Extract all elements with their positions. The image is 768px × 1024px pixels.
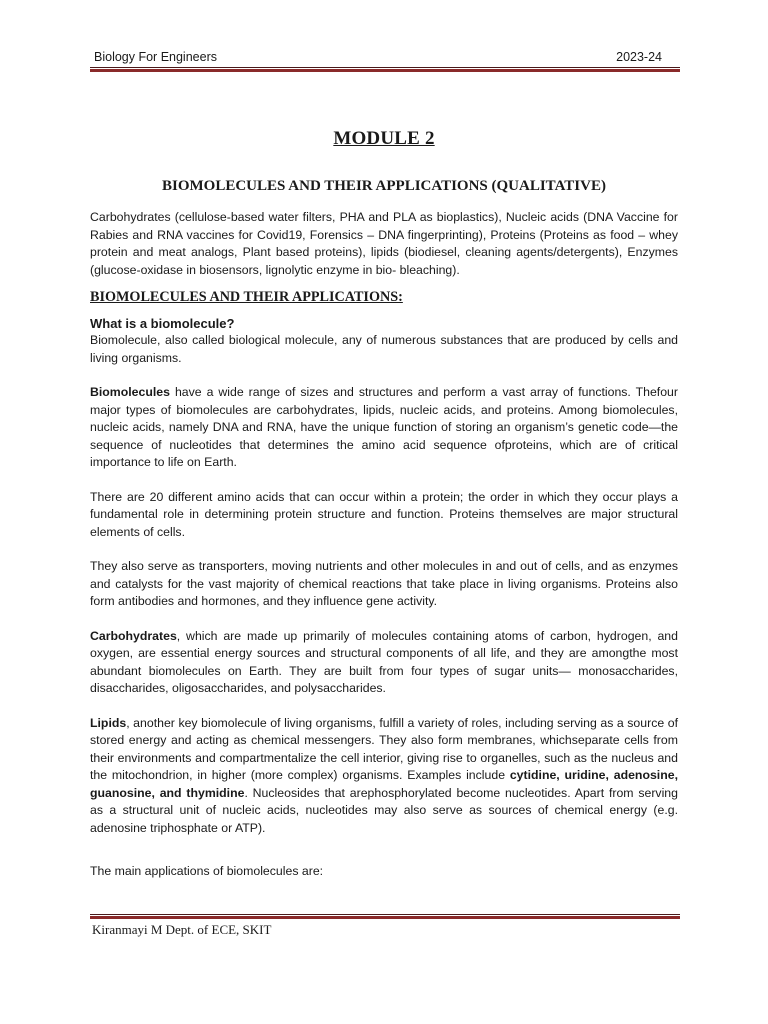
- header-rule: [90, 67, 680, 72]
- biomolecules-paragraph: [90, 384, 678, 472]
- question-heading: What is a biomolecule?: [90, 316, 235, 331]
- amino-acids-paragraph: There are 20 different amino acids that can occur within a protein; the order in which they occur plays a fundamental role in determining protein structure and function. Proteins themselves are major structural elements of cells.: [90, 489, 678, 539]
- carbohydrates-term: Carbohydrates: [90, 628, 177, 643]
- applications-intro: The main applications of biomolecules are:: [90, 864, 324, 878]
- header-course-title: Biology For Engineers: [94, 50, 217, 64]
- transporters-paragraph: They also serve as transporters, moving nutrients and other molecules in and out of cells, and as enzymes and catalysts for the vast majority of chemical reactions that take place in living organisms. Proteins also form antibodies and hormones, and they influence gene activity.: [90, 559, 678, 608]
- lipids-text: , another key biomolecule of living organisms, fulfill a variety of roles, including serving as a source of stored energy and acting as chemical messengers. They also form membranes, whichseparate cells from their environments and compartmentalize the cell interior, giving rise to organelles, such as the nucleus and the mitochondrion, in higher (more complex) organisms. Examples include: [90, 715, 678, 782]
- syllabus-paragraph: Carbohydrates (cellulose-based water filters, PHA and PLA as bioplastics), Nucleic acids (DNA Vaccine for Rabies and RNA vaccines for Covid19, Forensics – DNA fingerprinting), Proteins (Proteins as food – whey protein and meat analogs, Plant based proteins), lipids (biodiesel, cleaning agents/detergents), Enzymes (glucose-oxidase in biosensors, lignolytic enzyme in bio- bleaching).: [90, 210, 678, 277]
- header-year: 2023-24: [616, 50, 662, 64]
- carbohydrates-text: , which are made up primarily of molecules containing atoms of carbon, hydrogen, and oxygen, are essential energy sources and structural components of all life, and they are amongthe most abundant biomolecules on Earth. They are built from four types of sugar units— monosaccharides, disaccharides, oligosaccharides, and polysaccharides.: [90, 628, 678, 695]
- definition-paragraph: Biomolecule, also called biological molecule, any of numerous substances that are produced by cells and living organisms.: [90, 333, 678, 365]
- biomolecules-text: have a wide range of sizes and structures and perform a vast array of functions. Thefour major types of biomolecules are carbohydrates, lipids, nucleic acids, and proteins. Among biomolecules, nucleic acids, namely DNA and RNA, have the unique function of storing an organism’s genetic code—the sequence of nucleotides that determines the amino acid sequence ofproteins, which are of critical importance to life on Earth.: [90, 385, 678, 469]
- footer-rule: [90, 914, 680, 919]
- lipids-term: Lipids: [90, 715, 127, 730]
- nucleosides-list: cytidine, uridine, adenosine, guanosine, and thymidine: [90, 768, 678, 800]
- page-footer: Kiranmayi M Dept. of ECE, SKIT: [92, 922, 272, 937]
- carbohydrates-paragraph: [90, 628, 678, 698]
- page-content: [90, 128, 678, 881]
- section-heading: BIOMOLECULES AND THEIR APPLICATIONS:: [90, 289, 403, 305]
- module-title: MODULE 2: [333, 128, 435, 149]
- module-subtitle: BIOMOLECULES AND THEIR APPLICATIONS (QUALITATIVE): [162, 178, 606, 194]
- lipids-paragraph: [90, 715, 678, 838]
- lipids-text-end: . Nucleosides that arephosphorylated become nucleotides. Apart from serving as a structural unit of nucleic acids, nucleotides may also serve as sources of chemical energy (e.g. adenosine triphosphate or ATP).: [90, 785, 678, 835]
- biomolecules-term: Biomolecules: [90, 385, 170, 399]
